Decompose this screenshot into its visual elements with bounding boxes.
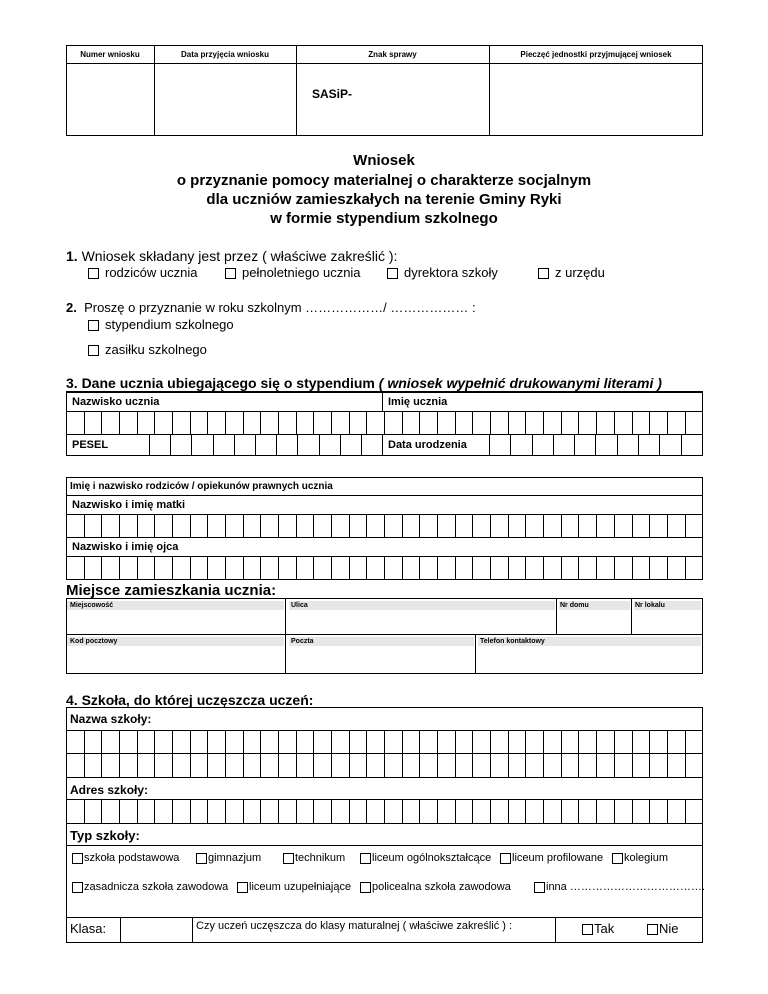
checkbox[interactable] xyxy=(612,853,623,864)
col-number-header: Numer wniosku xyxy=(80,50,140,59)
form-subtitle-1: o przyznanie pomocy materialnej o charakterze socjalnym xyxy=(176,172,592,189)
checkbox[interactable] xyxy=(72,853,83,864)
father-cells[interactable] xyxy=(66,556,703,580)
col-date-header: Data przyjęcia wniosku xyxy=(180,50,270,59)
checkbox[interactable] xyxy=(360,882,371,893)
birthdate-cells[interactable] xyxy=(489,434,703,456)
checkbox[interactable] xyxy=(237,882,248,893)
mother-cells[interactable] xyxy=(66,514,703,538)
checkbox[interactable] xyxy=(582,924,593,935)
checkbox[interactable] xyxy=(196,853,207,864)
school-address-label: Adres szkoły: xyxy=(70,783,149,797)
class-label: Klasa: xyxy=(70,921,107,936)
type-general-lyceum[interactable]: liceum ogólnokształcące xyxy=(360,852,491,864)
checkbox[interactable] xyxy=(283,853,294,864)
type-vocational[interactable]: zasadnicza szkoła zawodowa xyxy=(72,881,228,893)
postcode-label: Kod pocztowy xyxy=(70,638,118,645)
option-allowance[interactable]: zasiłku szkolnego xyxy=(88,342,207,357)
form-subtitle-3: w formie stypendium szkolnego xyxy=(270,210,498,227)
parents-label: Imię i nazwisko rodziców / opiekunów prawnych ucznia xyxy=(70,481,333,492)
matura-no[interactable]: Nie xyxy=(647,921,679,936)
mother-label: Nazwisko i imię matki xyxy=(72,499,186,511)
matura-yes[interactable]: Tak xyxy=(582,921,614,936)
checkbox[interactable] xyxy=(647,924,658,935)
checkbox[interactable] xyxy=(72,882,83,893)
house-number-label: Nr domu xyxy=(560,602,589,609)
post-office-label: Poczta xyxy=(291,638,314,645)
form-title: Wniosek xyxy=(353,152,415,169)
section-1-question: 1. Wniosek składany jest przez ( właściwe zakreślić ): xyxy=(66,248,398,264)
school-address-cells[interactable] xyxy=(66,799,703,824)
school-name-cells[interactable] xyxy=(66,730,703,754)
pesel-cells[interactable] xyxy=(149,434,383,456)
birthdate-label: Data urodzenia xyxy=(388,439,467,451)
checkbox[interactable] xyxy=(534,882,545,893)
type-other[interactable]: inna ………………………………. xyxy=(534,881,705,893)
option-ex-officio[interactable]: z urzędu xyxy=(538,265,605,280)
residence-heading: Miejsce zamieszkania ucznia: xyxy=(66,582,277,599)
firstname-label: Imię ucznia xyxy=(388,396,448,408)
pesel-label: PESEL xyxy=(72,439,109,451)
surname-cells[interactable] xyxy=(66,411,703,435)
col-case-header: Znak sprawy xyxy=(368,50,417,59)
father-label: Nazwisko i imię ojca xyxy=(72,541,179,553)
checkbox[interactable] xyxy=(88,320,99,331)
checkbox[interactable] xyxy=(88,268,99,279)
checkbox[interactable] xyxy=(538,268,549,279)
checkbox[interactable] xyxy=(387,268,398,279)
type-primary[interactable]: szkoła podstawowa xyxy=(72,852,179,864)
type-gymnasium[interactable]: gimnazjum xyxy=(196,852,261,864)
checkbox[interactable] xyxy=(88,345,99,356)
phone-label: Telefon kontaktowy xyxy=(480,638,545,645)
type-college[interactable]: kolegium xyxy=(612,852,668,864)
section-3-heading: 3. Dane ucznia ubiegającego się o stypendium ( wniosek wypełnić drukowanymi literami ) xyxy=(66,375,662,391)
flat-number-label: Nr lokalu xyxy=(635,602,665,609)
type-post-secondary[interactable]: policealna szkoła zawodowa xyxy=(360,881,511,893)
school-name-label: Nazwa szkoły: xyxy=(70,712,152,726)
option-parents[interactable]: rodziców ucznia xyxy=(88,265,198,280)
surname-label: Nazwisko ucznia xyxy=(72,396,160,408)
section-4-heading: 4. Szkoła, do której uczęszcza uczeń: xyxy=(66,692,314,708)
checkbox[interactable] xyxy=(225,268,236,279)
option-adult-student[interactable]: pełnoletniego ucznia xyxy=(225,265,361,280)
option-scholarship[interactable]: stypendium szkolnego xyxy=(88,317,234,332)
section-2-question: 2. Proszę o przyznanie w roku szkolnym ………………/ ……………… : xyxy=(66,300,476,315)
matura-question: Czy uczeń uczęszcza do klasy maturalnej ( właściwe zakreślić ) : xyxy=(196,920,513,932)
checkbox[interactable] xyxy=(360,853,371,864)
street-label: Ulica xyxy=(291,602,308,609)
school-type-label: Typ szkoły: xyxy=(70,828,140,843)
option-director[interactable]: dyrektora szkoły xyxy=(387,265,498,280)
type-profiled-lyceum[interactable]: liceum profilowane xyxy=(500,852,603,864)
col-stamp-header: Pieczęć jednostki przyjmującej wniosek xyxy=(520,50,672,59)
checkbox[interactable] xyxy=(500,853,511,864)
type-technical[interactable]: technikum xyxy=(283,852,345,864)
case-number-prefix: SASiP- xyxy=(312,87,353,101)
type-supplementary-lyceum[interactable]: liceum uzupełniające xyxy=(237,881,351,893)
form-subtitle-2: dla uczniów zamieszkałych na terenie Gminy Ryki xyxy=(206,191,562,208)
school-name-cells-2[interactable] xyxy=(66,753,703,778)
town-label: Miejscowość xyxy=(70,602,114,609)
